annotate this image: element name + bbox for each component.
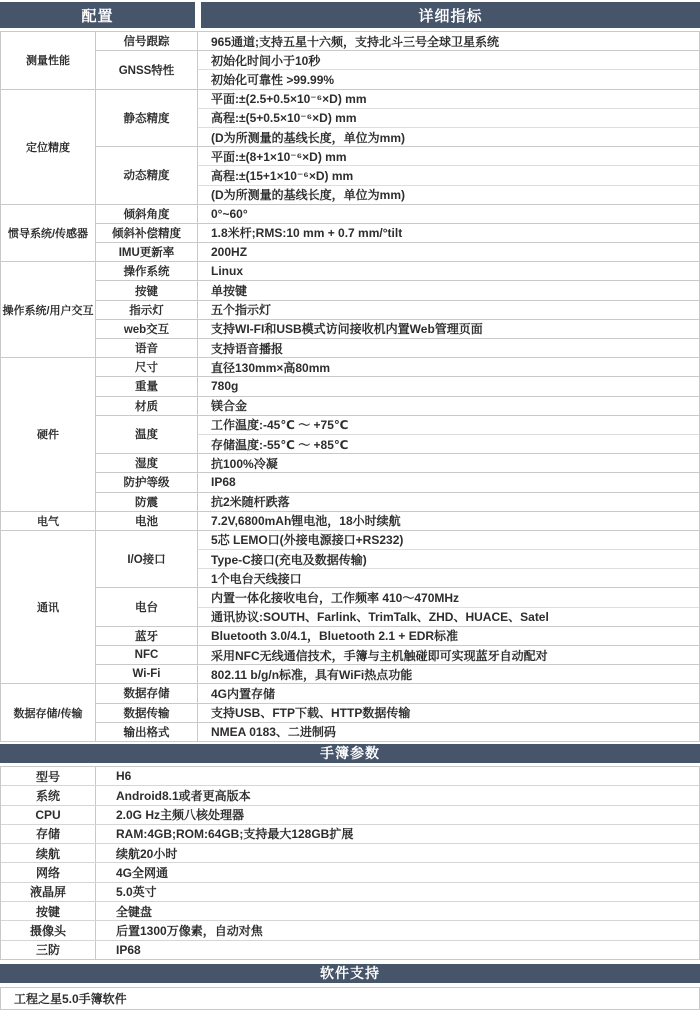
values-column <box>198 723 699 741</box>
value-cell: 7.2V,6800mAh锂电池，18小时续航 <box>211 514 401 529</box>
table-row <box>1 785 699 804</box>
spec-item <box>96 453 699 472</box>
spec-item <box>96 90 699 147</box>
values-column <box>198 454 699 472</box>
sub-label-cell: 防震 <box>96 493 198 511</box>
values-column <box>198 262 699 280</box>
value-cell: NMEA 0183、二进制码 <box>211 725 336 740</box>
row-value-cell: H6 <box>116 769 132 784</box>
table-row <box>1 805 699 824</box>
sub-label-cell: I/O接口 <box>96 531 198 588</box>
header-details-label: 详细指标 <box>201 2 700 28</box>
values-column <box>198 377 699 395</box>
spec-item <box>96 280 699 299</box>
value-cell: 965通道;支持五星十六频，支持北斗三号全球卫星系统 <box>211 34 500 49</box>
handheld-table <box>0 766 700 960</box>
spec-item <box>96 376 699 395</box>
category-cell: 通讯 <box>1 531 96 684</box>
spec-group <box>1 357 699 511</box>
row-value-cell: RAM:4GB;ROM:64GB;支持最大128GB扩展 <box>116 827 354 842</box>
row-value-cell: 2.0G Hz主频八核处理器 <box>116 808 245 823</box>
handheld-section-bar: 手簿参数 <box>0 744 700 763</box>
value-cell: 采用NFC无线通信技术，手簿与主机触碰即可实现蓝牙自动配对 <box>211 648 548 663</box>
spec-item <box>96 415 699 453</box>
items-column <box>96 205 699 262</box>
sub-label-cell: 语音 <box>96 339 198 357</box>
items-column <box>96 684 699 741</box>
category-cell: 硬件 <box>1 358 96 511</box>
spec-item <box>96 262 699 280</box>
spec-table <box>0 31 700 742</box>
value-cell: Type-C接口(充电及数据传输) <box>198 549 699 568</box>
value-cell: 200HZ <box>211 245 248 260</box>
spec-item <box>96 664 699 683</box>
sub-label-cell: Wi-Fi <box>96 665 198 683</box>
value-cell: 802.11 b/g/n标准，具有WiFi热点功能 <box>211 667 413 682</box>
header-config-label: 配置 <box>0 2 195 28</box>
row-value-cell: Android8.1或者更高版本 <box>116 788 251 803</box>
spec-item <box>96 358 699 376</box>
table-row <box>1 901 699 920</box>
software-row: 工程之星5.0手簿软件 <box>14 991 127 1006</box>
value-cell: (D为所测量的基线长度，单位为mm) <box>198 127 699 146</box>
values-column <box>198 512 699 530</box>
sub-label-cell: 静态精度 <box>96 90 198 147</box>
spec-group <box>1 511 699 530</box>
value-cell: 初始化可靠性 >99.99% <box>198 69 699 88</box>
values-column <box>198 51 699 88</box>
values-column <box>198 281 699 299</box>
value-cell: 1个电台天线接口 <box>198 568 699 587</box>
row-value-cell: IP68 <box>116 942 141 957</box>
value-cell: 直径130mm×高80mm <box>211 360 331 375</box>
values-column <box>198 646 699 664</box>
row-value-cell: 后置1300万像素，自动对焦 <box>116 923 263 938</box>
spec-group <box>1 89 699 204</box>
value-cell: 1.8米杆;RMS:10 mm + 0.7 mm/°tilt <box>211 226 403 241</box>
values-column <box>198 320 699 338</box>
row-value-cell: 4G全网通 <box>116 866 169 881</box>
spec-group <box>1 32 699 89</box>
row-value-cell: 全键盘 <box>116 904 153 919</box>
sub-label-cell: web交互 <box>96 320 198 338</box>
category-cell: 测量性能 <box>1 32 96 89</box>
items-column <box>96 262 699 357</box>
value-cell: Linux <box>211 264 243 279</box>
row-label-cell: CPU <box>1 806 96 824</box>
value-cell: 通讯协议:SOUTH、Farlink、TrimTalk、ZHD、HUACE、Satel <box>198 607 699 626</box>
items-column <box>96 531 699 684</box>
items-column <box>96 358 699 511</box>
values-column <box>198 339 699 357</box>
value-cell: 五个指示灯 <box>211 303 272 318</box>
category-cell: 操作系统/用户交互 <box>1 262 96 357</box>
values-column <box>198 224 699 242</box>
spec-item <box>96 626 699 645</box>
category-cell: 定位精度 <box>1 90 96 204</box>
spec-item <box>96 50 699 88</box>
items-column <box>96 32 699 89</box>
sub-label-cell: 蓝牙 <box>96 627 198 645</box>
spec-item <box>96 223 699 242</box>
sub-label-cell: 重量 <box>96 377 198 395</box>
spec-item <box>96 492 699 511</box>
values-column <box>198 684 699 702</box>
row-label-cell: 续航 <box>1 844 96 862</box>
spec-item <box>96 645 699 664</box>
value-cell: 0°~60° <box>211 206 248 221</box>
row-label-cell: 网络 <box>1 863 96 881</box>
spec-item <box>96 146 699 204</box>
row-label-cell: 液晶屏 <box>1 883 96 901</box>
value-cell: 5芯 LEMO口(外接电源接口+RS232) <box>211 533 404 548</box>
value-cell: 780g <box>211 379 239 394</box>
value-cell: 支持USB、FTP下载、HTTP数据传输 <box>211 706 411 721</box>
spec-group <box>1 530 699 684</box>
category-cell: 数据存储/传输 <box>1 684 96 741</box>
values-column <box>198 32 699 50</box>
spec-item <box>96 684 699 702</box>
items-column <box>96 90 699 204</box>
spec-item <box>96 472 699 491</box>
spec-group <box>1 204 699 262</box>
table-row <box>1 920 699 939</box>
value-cell: (D为所测量的基线长度，单位为mm) <box>198 185 699 204</box>
row-label-cell: 按键 <box>1 902 96 920</box>
values-column <box>198 243 699 261</box>
values-column <box>198 90 699 147</box>
value-cell: 平面:±(2.5+0.5×10⁻⁶×D) mm <box>211 92 367 107</box>
value-cell: 内置一体化接收电台，工作频率 410～470MHz <box>211 591 460 606</box>
row-label-cell: 系统 <box>1 786 96 804</box>
sub-label-cell: 输出格式 <box>96 723 198 741</box>
value-cell: Bluetooth 3.0/4.1，Bluetooth 2.1 + EDR标准 <box>211 629 459 644</box>
sub-label-cell: NFC <box>96 646 198 664</box>
value-cell: 镁合金 <box>211 399 248 414</box>
sub-label-cell: 湿度 <box>96 454 198 472</box>
values-column <box>198 665 699 683</box>
value-cell: 支持语音播报 <box>211 341 284 356</box>
values-column <box>198 301 699 319</box>
spec-group <box>1 261 699 357</box>
sub-label-cell: GNSS特性 <box>96 51 198 88</box>
software-section-bar: 软件支持 <box>0 964 700 983</box>
main-table-header <box>0 2 700 28</box>
sub-label-cell: 倾斜补偿精度 <box>96 224 198 242</box>
values-column <box>198 473 699 491</box>
value-cell: 工作温度:-45℃ ～ +75℃ <box>211 418 349 433</box>
row-label-cell: 存储 <box>1 825 96 843</box>
row-label-cell: 三防 <box>1 941 96 959</box>
value-cell: 存储温度:-55℃ ～ +85℃ <box>198 434 699 453</box>
sub-label-cell: IMU更新率 <box>96 243 198 261</box>
sub-label-cell: 动态精度 <box>96 147 198 204</box>
value-cell: 单按键 <box>211 284 248 299</box>
spec-item <box>96 300 699 319</box>
values-column <box>198 147 699 204</box>
sub-label-cell: 尺寸 <box>96 358 198 376</box>
values-column <box>198 205 699 223</box>
values-column <box>198 531 699 588</box>
spec-item <box>96 242 699 261</box>
spec-item <box>96 512 699 530</box>
spec-item <box>96 722 699 741</box>
value-cell: 抗100%冷凝 <box>211 456 278 471</box>
row-value-cell: 续航20小时 <box>116 846 178 861</box>
value-cell: 支持WI-FI和USB模式访问接收机内置Web管理页面 <box>211 322 483 337</box>
spec-item <box>96 703 699 722</box>
sub-label-cell: 按键 <box>96 281 198 299</box>
table-row <box>1 843 699 862</box>
spec-group <box>1 683 699 741</box>
row-label-cell: 型号 <box>1 767 96 785</box>
spec-item <box>96 319 699 338</box>
values-column <box>198 416 699 453</box>
value-cell: 高程:±(15+1×10⁻⁶×D) mm <box>198 165 699 184</box>
items-column <box>96 512 699 530</box>
values-column <box>198 627 699 645</box>
spec-item <box>96 396 699 415</box>
value-cell: 高程:±(5+0.5×10⁻⁶×D) mm <box>198 108 699 127</box>
sub-label-cell: 防护等级 <box>96 473 198 491</box>
row-label-cell: 摄像头 <box>1 921 96 939</box>
sub-label-cell: 电池 <box>96 512 198 530</box>
sub-label-cell: 数据传输 <box>96 704 198 722</box>
sub-label-cell: 操作系统 <box>96 262 198 280</box>
table-row <box>1 940 699 959</box>
value-cell: 平面:±(8+1×10⁻⁶×D) mm <box>211 149 347 164</box>
values-column <box>198 493 699 511</box>
spec-item <box>96 587 699 625</box>
sub-label-cell: 数据存储 <box>96 684 198 702</box>
values-column <box>198 358 699 376</box>
values-column <box>198 397 699 415</box>
row-value-cell: 5.0英寸 <box>116 885 157 900</box>
value-cell: IP68 <box>211 475 236 490</box>
spec-item <box>96 205 699 223</box>
table-row <box>1 862 699 881</box>
spec-item <box>96 338 699 357</box>
sub-label-cell: 指示灯 <box>96 301 198 319</box>
sub-label-cell: 材质 <box>96 397 198 415</box>
values-column <box>198 704 699 722</box>
category-cell: 电气 <box>1 512 96 530</box>
value-cell: 抗2米随杆跌落 <box>211 495 290 510</box>
spec-item <box>96 531 699 588</box>
sub-label-cell: 信号跟踪 <box>96 32 198 50</box>
sub-label-cell: 倾斜角度 <box>96 205 198 223</box>
sub-label-cell: 电台 <box>96 588 198 625</box>
values-column <box>198 588 699 625</box>
category-cell: 惯导系统/传感器 <box>1 205 96 262</box>
sub-label-cell: 温度 <box>96 416 198 453</box>
spec-item <box>96 32 699 50</box>
table-row <box>1 767 699 785</box>
value-cell: 初始化时间小于10秒 <box>211 53 321 68</box>
table-row <box>1 824 699 843</box>
table-row <box>1 882 699 901</box>
value-cell: 4G内置存储 <box>211 686 276 701</box>
software-table <box>0 987 700 1010</box>
